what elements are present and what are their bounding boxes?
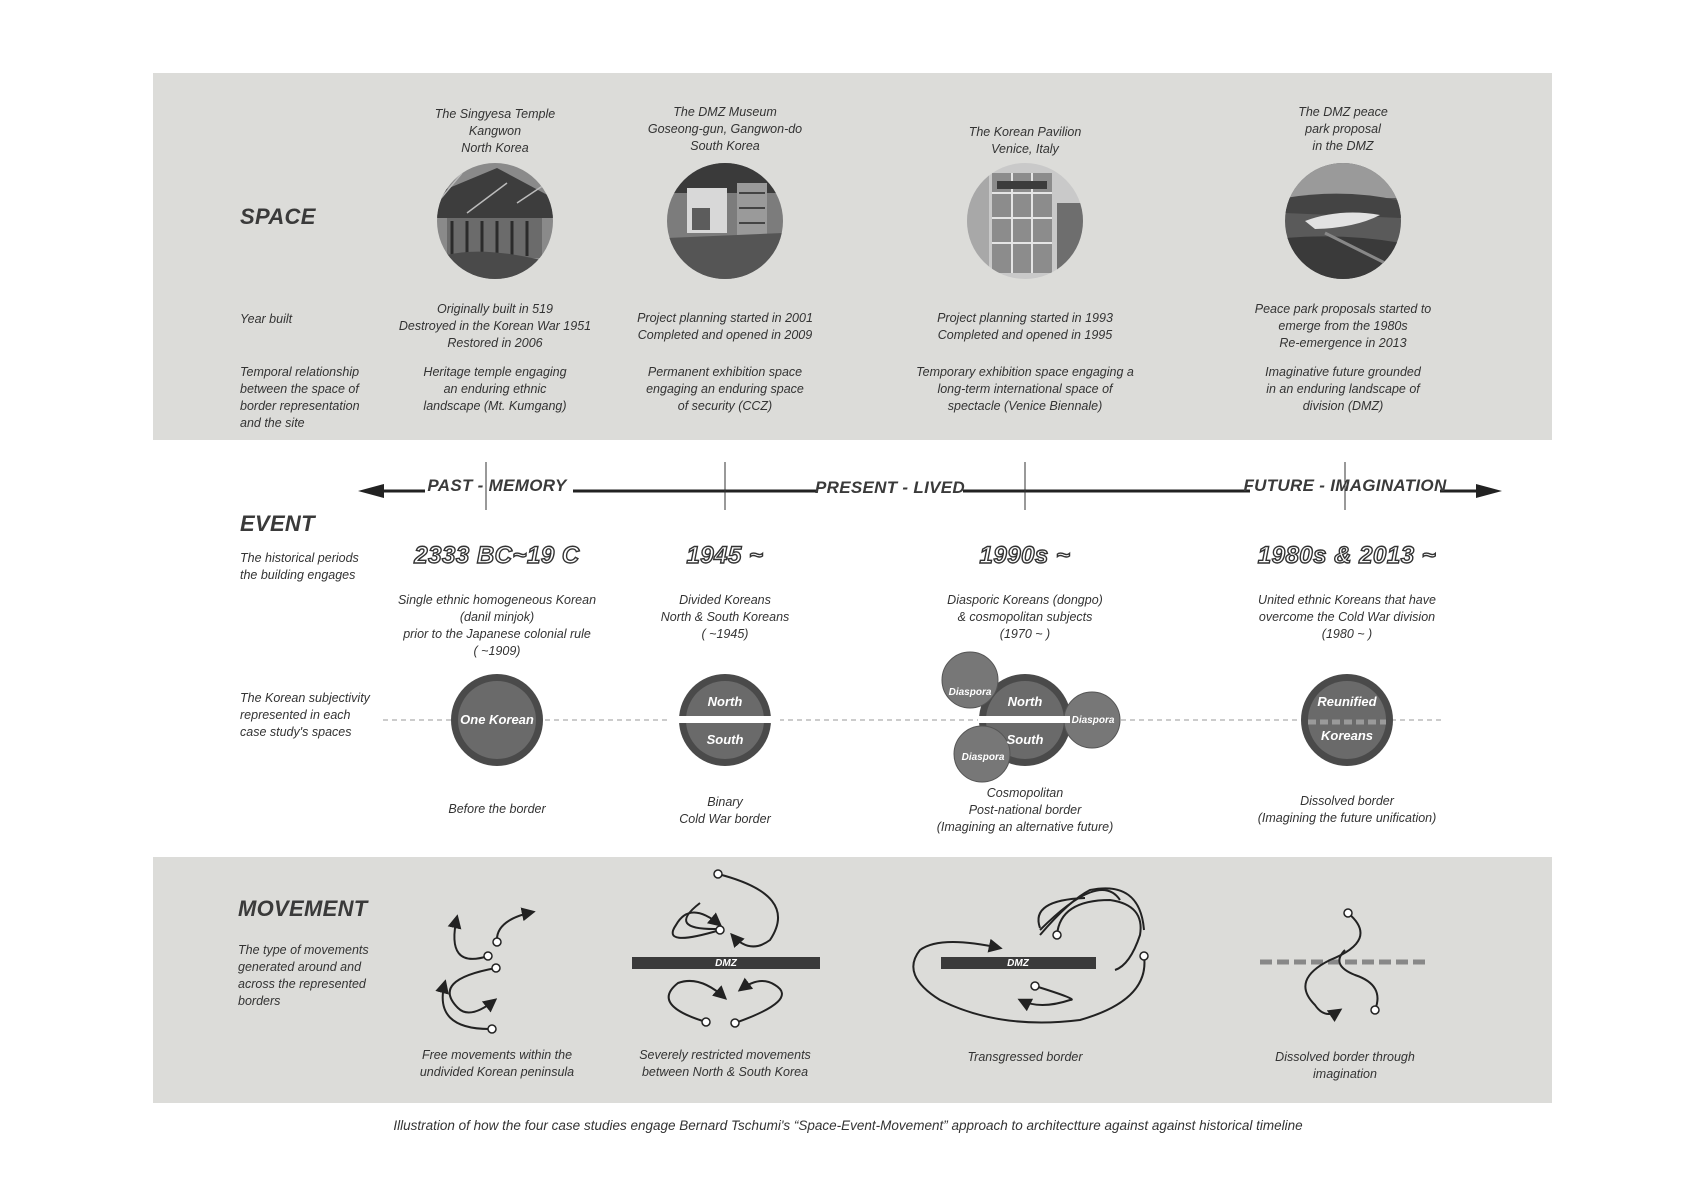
case2-period-desc: Divided Koreans North & South Koreans ( ~1945) xyxy=(660,593,790,641)
case4-temporal: Imaginative future grounded in an enduring landscape of division (DMZ) xyxy=(1265,365,1421,413)
case3-title: The Korean Pavilion Venice, Italy xyxy=(968,125,1082,156)
case3-border: Cosmopolitan Post-national border (Imagining an alternative future) xyxy=(936,786,1114,834)
timeline-past: PAST - MEMORY xyxy=(427,476,567,495)
case3-period: 1990s ~ xyxy=(979,542,1071,569)
case4-period: 1980s & 2013 ~ xyxy=(1257,542,1437,569)
case1-movement: Free movements within the undivided Korean peninsula xyxy=(419,1048,575,1079)
timeline-future: FUTURE - IMAGINATION xyxy=(1243,476,1447,495)
case2-temporal: Permanent exhibition space engaging an enduring space of security (CCZ) xyxy=(646,365,804,413)
year-built-label: Year built xyxy=(240,312,293,326)
diaspora-label-1: Diaspora xyxy=(948,687,992,698)
case2-period: 1945 ~ xyxy=(686,542,764,569)
movement-heading: MOVEMENT xyxy=(238,896,368,921)
case1-title: The Singyesa Temple Kangwon North Korea xyxy=(434,107,556,155)
movement-transgressed xyxy=(913,888,1148,1022)
case2-title: The DMZ Museum Goseong-gun, Gangwon-do South Korea xyxy=(647,105,803,153)
dmz-label-2: DMZ xyxy=(1007,958,1029,969)
case3-period-desc: Diasporic Koreans (dongpo) & cosmopolitan subjects (1970 ~ ) xyxy=(947,593,1103,641)
south-label-1: South xyxy=(706,732,744,747)
diaspora-label-2: Diaspora xyxy=(1071,715,1115,726)
figure-caption: Illustration of how the four case studies engage Bernard Tschumi's “Space-Event-Movement” approach to architectture against against historical timeline xyxy=(393,1118,1303,1133)
south-label-2: South xyxy=(1006,732,1044,747)
case3-year: Project planning started in 1993 Completed and opened in 1995 xyxy=(937,311,1113,342)
event-heading: EVENT xyxy=(240,511,315,536)
timeline-present: PRESENT - LIVED xyxy=(815,478,965,497)
historical-label: The historical periods the building engages xyxy=(240,551,359,582)
case2-year: Project planning started in 2001 Completed and opened in 2009 xyxy=(637,311,813,342)
case1-temporal: Heritage temple engaging an enduring ethnic landscape (Mt. Kumgang) xyxy=(423,365,567,413)
case1-period-desc: Single ethnic homogeneous Korean (danil minjok) prior to the Japanese colonial rule ( ~1909) xyxy=(397,593,597,658)
case4-movement: Dissolved border through imagination xyxy=(1275,1050,1415,1081)
north-south-circle xyxy=(670,674,780,766)
diaspora-label-3: Diaspora xyxy=(961,752,1005,763)
reunified-label: Reunified xyxy=(1317,694,1377,709)
case1-year: Originally built in 519 Destroyed in the Korean War 1951 Restored in 2006 xyxy=(398,302,592,350)
case4-title: The DMZ peace park proposal in the DMZ xyxy=(1298,105,1388,153)
case4-year: Peace park proposals started to emerge from the 1980s Re-emergence in 2013 xyxy=(1254,302,1432,350)
temporal-label: Temporal relationship between the space of border representation and the site xyxy=(240,365,360,430)
case3-temporal: Temporary exhibition space engaging a long-term international space of spectacle (Venice Biennale) xyxy=(916,365,1134,413)
case1-border: Before the border xyxy=(448,802,546,816)
dmz-label-1: DMZ xyxy=(715,958,737,969)
north-label-2: North xyxy=(1007,694,1043,709)
movement-dissolved xyxy=(1260,909,1428,1014)
koreans-label: Koreans xyxy=(1320,728,1374,743)
subjectivity-label: The Korean subjectivity represented in each case study's spaces xyxy=(240,691,370,739)
case2-movement: Severely restricted movements between North & South Korea xyxy=(639,1048,811,1079)
movement-restricted xyxy=(632,870,820,1027)
one-korean-label: One Korean xyxy=(460,712,534,727)
space-heading: SPACE xyxy=(240,204,316,229)
case4-border: Dissolved border (Imagining the future unification) xyxy=(1257,794,1437,825)
movement-free xyxy=(443,912,533,1033)
case1-period: 2333 BC~19 C xyxy=(414,542,580,569)
case3-movement: Transgressed border xyxy=(967,1050,1083,1064)
movements-label: The type of movements generated around and across the represented borders xyxy=(238,943,369,1008)
north-label-1: North xyxy=(707,694,743,709)
case2-border: Binary Cold War border xyxy=(679,795,771,826)
reunified-circle xyxy=(1301,674,1393,766)
case4-period-desc: United ethnic Koreans that have overcome the Cold War division (1980 ~ ) xyxy=(1258,593,1436,641)
